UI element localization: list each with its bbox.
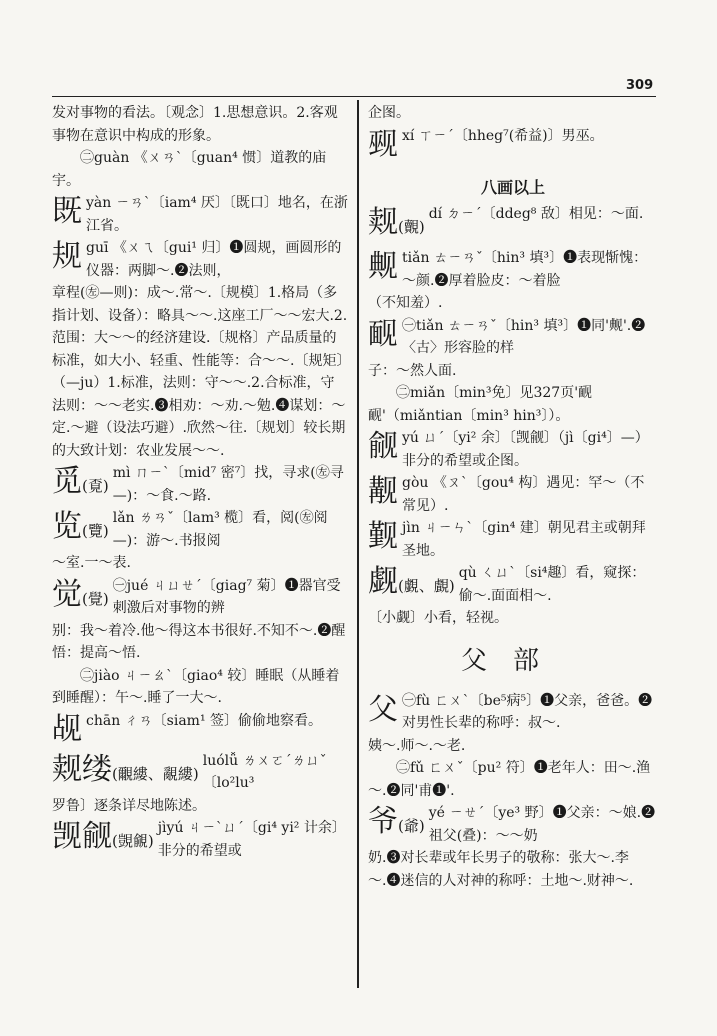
headword: 既 <box>52 194 82 229</box>
headword-main: 觊觎 <box>52 819 112 854</box>
paragraph: ㊁jiào ㄐㄧㄠˋ〔giao⁴ 较〕睡眠（从睡着到睡醒）：午～.睡了一大～. <box>52 667 340 706</box>
entry-definition: jìn ㄐㄧㄣˋ〔gin⁴ 建〕朝见君主或朝拜圣地。 <box>402 520 646 559</box>
headword-variant: (覽) <box>82 522 109 540</box>
entry-definition: yàn ㄧㄢˋ〔iam⁴ 厌〕〔既口〕地名，在浙江省。 <box>86 195 348 234</box>
headword: 䩄 <box>368 316 398 352</box>
headword <box>52 462 109 506</box>
headword-main: 觌 <box>368 205 398 240</box>
entry-definition: chān ㄔㄢ〔siam¹ 签〕偷偷地察看。 <box>86 712 323 729</box>
dictionary-entry <box>368 472 658 517</box>
headword: 觋 <box>368 126 398 162</box>
headword-variant: (爺) <box>398 817 425 835</box>
headword-main: 览 <box>52 509 82 544</box>
entry-continuation: 奶.❸对长辈或年长男子的敬称：张大～.李～.❹迷信的人对神的称呼：土地～.财神～. <box>368 850 634 889</box>
headword: 觍 <box>368 249 398 284</box>
entry-definition: ㊀fù ㄈㄨˋ〔be⁵病⁵〕❶父亲，爸爸。❷对男性长辈的称呼：叔～. <box>402 692 653 731</box>
entry-continuation: （不知羞）. <box>368 295 443 311</box>
dictionary-entry <box>368 125 658 165</box>
headword-variant: (覔) <box>82 477 109 495</box>
dictionary-entry <box>52 507 348 575</box>
entry-definition: luólǚ ㄌㄨㄛˊㄌㄩˇ〔lo²lu³ <box>202 752 327 791</box>
dictionary-entry <box>368 562 658 630</box>
headword-main: 觌缕 <box>52 751 112 787</box>
entry-continuation: ～室.一～表. <box>52 555 131 571</box>
dictionary-entry <box>52 192 348 237</box>
entry-definition: mì ㄇㄧˋ〔mid⁷ 密⁷〕找，寻求(㊧寻—)：～食.～路. <box>112 465 344 504</box>
dictionary-entry <box>368 690 658 758</box>
entry-continuation: 子：～然人面. <box>368 362 457 379</box>
entry-definition: yé ㄧㄝˊ〔ye³ 野〕❶父亲：～娘.❷祖父(叠)：～～奶 <box>428 805 656 844</box>
dictionary-entry <box>52 710 348 750</box>
entry-continuation: 章程(㊧—则)：成～.常～.〔规模〕1.格局（多指计划、设备）：略具～～.这座工厂～～宏大.2.范围：大～～的经济建设.〔规格〕产品质量的标准，如大小、轻重、性能等：合～～.〔规矩〕（—ju）1.标准，法则：守～～.2.合标准，守法则：～～老实.❸相劝：～劝.～勉.❹谋划：～定.～避（设法巧避）.欣然～往.〔规划〕较长期的大致计划：农业发展～～. <box>52 285 348 459</box>
right-column <box>368 102 658 892</box>
dictionary-entry <box>52 750 348 818</box>
entry-definition: jìyú ㄐㄧˋㄩˊ〔gi⁴ yi² 计余〕非分的希望或 <box>157 820 346 859</box>
headword: 规 <box>52 239 82 274</box>
headword <box>368 562 455 606</box>
dictionary-entry <box>368 247 658 315</box>
dictionary-entry <box>52 817 348 862</box>
entry-definition: xí ㄒㄧˊ〔hheg⁷(希益)〕男巫。 <box>402 127 604 144</box>
headword <box>368 203 425 247</box>
headword-main: 觅 <box>52 464 82 499</box>
headword <box>52 575 109 619</box>
headword: 父 <box>368 691 398 727</box>
paragraph: ㊁guàn 《ㄨㄢˋ〔guan⁴ 惯〕道教的庙宇。 <box>52 150 327 189</box>
entry-definition: guī 《ㄨㄟ〔gui¹ 归〕❶圆规，画圆形的仪器：两脚～.❷法则， <box>86 240 342 279</box>
headword: 觇 <box>52 711 82 747</box>
dictionary-entry <box>368 427 658 472</box>
dictionary-entry <box>52 462 348 507</box>
entry-definition: ㊀jué ㄐㄩㄝˊ〔giag⁷ 菊〕❶器官受刺激后对事物的辨 <box>112 577 341 616</box>
dictionary-entry <box>368 517 658 562</box>
entry-continuation: 〔小觑〕小看，轻视。 <box>368 610 508 626</box>
page-number: 309 <box>626 78 654 93</box>
headword <box>52 750 199 794</box>
entry-continuation: 罗鲁〕逐条详尽地陈述。 <box>52 797 206 814</box>
section-title: 八画以上 <box>480 177 545 197</box>
dictionary-entry <box>52 575 348 665</box>
headword <box>52 817 154 861</box>
headword <box>368 802 425 846</box>
entry-definition: lǎn ㄌㄢˇ〔lam³ 榄〕看，阅(㊧阅—)：游～.书报阅 <box>112 510 328 549</box>
headword-variant: (覬覦) <box>112 832 154 850</box>
headword-variant: (覷、覰) <box>398 577 455 595</box>
headword-main: 爷 <box>368 804 398 839</box>
entry-definition: qù ㄑㄩˋ〔si⁴趣〕看，窥探：偷～.面面相～. <box>458 565 646 604</box>
headword: 觎 <box>368 429 398 464</box>
headword: 觏 <box>368 474 398 509</box>
headword-variant: (覼縷、覶縷) <box>112 764 199 783</box>
headword: 觐 <box>368 519 398 554</box>
entry-definition: gòu 《ㄡˋ〔gou⁴ 构〕遇见：罕～（不常见）. <box>402 475 645 514</box>
dictionary-entry <box>368 315 658 383</box>
dictionary-entry <box>52 237 348 462</box>
paragraph: ㊁miǎn〔min³免〕见327页'䩄䩄'（miǎntian〔min³ hin³〕）。 <box>368 385 593 424</box>
headword-main: 觉 <box>52 576 82 612</box>
headword-variant: (覿) <box>398 218 425 236</box>
headword-variant: (覺) <box>82 589 109 608</box>
headword <box>52 507 109 551</box>
radical-section-title: 父部 <box>460 645 565 676</box>
left-column <box>52 102 348 862</box>
entry-definition: yú ㄩˊ〔yi² 余〕〔觊觎〕（jì〔gi⁴〕—）非分的希望或企图。 <box>402 430 649 469</box>
headword-main: 觑 <box>368 564 398 599</box>
column-divider <box>357 100 359 988</box>
paragraph: 发对事物的看法。〔观念〕1.思想意识。2.客观事物在意识中构成的形象。 <box>52 105 338 144</box>
entry-definition: ㊀tiǎn ㄊㄧㄢˇ〔hin³ 填³〕❶同'觍'.❷〈古〉形容脸的样 <box>402 317 646 356</box>
top-rule <box>52 96 656 97</box>
entry-continuation: 别：我～着冷.他～得这本书很好.不知不～.❷醒悟：提高～悟. <box>52 622 346 661</box>
paragraph: ㊁fǔ ㄈㄨˇ〔pu² 符〕❶老年人：田～.渔～.❷同'甫❶'. <box>368 760 651 799</box>
dictionary-entry <box>368 802 658 892</box>
entry-definition: dí ㄉㄧˊ〔ddeg⁸ 敌〕相见：～面. <box>428 206 644 222</box>
paragraph: 企图。 <box>368 105 410 121</box>
entry-continuation: 姨～.师～.～老. <box>368 737 466 754</box>
dictionary-entry <box>368 203 658 247</box>
entry-definition: tiǎn ㄊㄧㄢˇ〔hin³ 填³〕❶表现惭愧：～颜.❷厚着脸皮：～着脸 <box>402 250 648 289</box>
